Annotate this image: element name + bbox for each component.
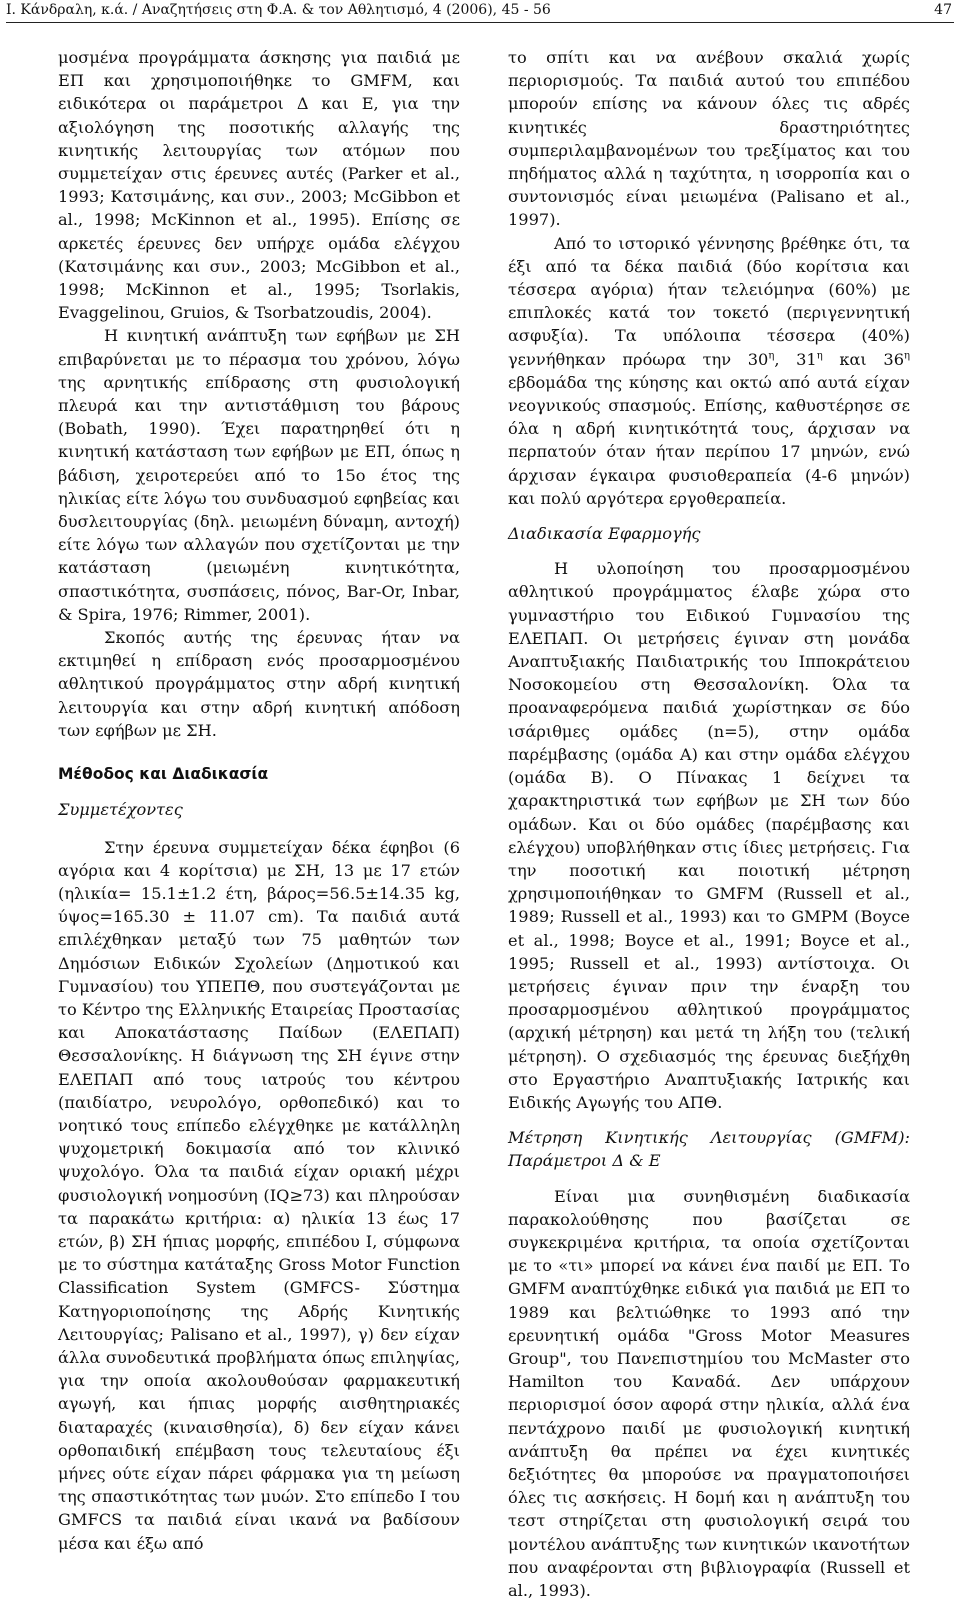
- running-title: Ι. Κάνδραλη, κ.ά. / Αναζητήσεις στη Φ.Α. & τον Αθλητισμό, 4 (2006), 45 - 56: [6, 2, 551, 18]
- paragraph: το σπίτι και να ανέβουν σκαλιά χωρίς περιορισμούς. Τα παιδιά αυτού του επιπέδου μπορούν επίσης να κάνουν όλες τις αδρές κινητικές δραστηριότητες συμπεριλαμβανομένων του τρεξίματος και του πηδήματος αλλά η ταχύτητα, η ισορροπία και ο συντονισμός είναι μειωμένα (Palisano et al., 1997).: [508, 48, 910, 230]
- running-header: [6, 0, 954, 23]
- paragraph: Η υλοποίηση του προσαρμοσμένου αθλητικού προγράμματος έλαβε χώρα στο γυμναστήριο του Ειδικού Γυμνασίου της ΕΛΕΠΑΠ. Οι μετρήσεις έγιναν στη μονάδα Αναπτυξιακής Παιδιατρικής του Ιπποκράτειου Νοσοκομείου στη Θεσσαλονίκη. Όλα τα προαναφερόμενα παιδιά χωρίστηκαν σε δύο ισάριθμες ομάδες (n=5), στην ομάδα παρέμβασης (ομάδα Α) και στην ομάδα ελέγχου (ομάδα Β). Ο Πίνακας 1 δείχνει τα χαρακτηριστικά των εφήβων με ΣΗ των δύο ομάδων. Και οι δύο ομάδες (παρέμβασης και ελέγχου) υποβλήθηκαν στις ίδιες μετρήσεις. Για την ποσοτική και ποιοτική μέτρηση χρησιμοποιήθηκαν το GMFM (Russell et al., 1989; Russell et al., 1993) και το GMPM (Boyce et al., 1998; Boyce et al., 1991; Boyce et al., 1995; Russell et al., 1993) αντίστοιχα. Οι μετρήσεις έγιναν πριν την έναρξη του προσαρμοσμένου αθλητικού προγράμματος (αρχική μέτρηση) και μετά τη λήξη του (τελική μέτρηση). Ο σχεδιασμός της έρευνας διεξήχθη στο Εργαστήριο Αναπτυξιακής Ιατρικής και Ειδικής Αγωγής του ΑΠΘ.: [508, 559, 910, 1112]
- ordinal-superscript: η: [816, 350, 823, 362]
- ordinal-superscript: η: [768, 350, 775, 362]
- paragraph: Η κινητική ανάπτυξη των εφήβων με ΣΗ επιβαρύνεται με το πέρασμα του χρόνου, λόγω της αρνητικής επίδρασης στη φυσιολογική πλευρά και την αντιστάθμιση του βάρους (Bobath, 1990). Έχει παρατηρηθεί ότι η κινητική κατάσταση των εφήβων με ΕΠ, όπως η βάδιση, χειροτερεύει από το 15ο έτος της ηλικίας είτε λόγω του συνδυασμού εφηβείας και δυσλειτουργίας (δηλ. μειωμένη δύναμη, αντοχή) είτε λόγω των αλλαγών που σχετίζονται με την κατάσταση (μειωμένη κινητικότητα, σπαστικότητα, συσπάσεις, πόνος, Bar-Or, Inbar, & Spira, 1976; Rimmer, 2001).: [58, 326, 460, 624]
- subsection-heading-participants: Συμμετέχοντες: [58, 800, 183, 820]
- left-column: [58, 46, 460, 1555]
- paragraph: Σκοπός αυτής της έρευνας ήταν να εκτιμηθεί η επίδραση ενός προσαρμοσμένου αθλητικού προγράμματος στην αδρή κινητική λειτουργία και στην αδρή κινητική απόδοση των εφήβων με ΣΗ.: [58, 628, 460, 740]
- page-number: 47: [934, 2, 952, 18]
- paragraph: μοσμένα προγράμματα άσκησης για παιδιά με ΕΠ και χρησιμοποιήθηκε το GMFM, και ειδικότερα οι παράμετροι Δ και Ε, για την αξιολόγηση της ποσοτικής αλλαγής της κινητικής λειτουργίας των ατόμων που συμμετείχαν στις έρευνες αυτές (Parker et al., 1993; Κατσιμάνης, και συν., 2003; McGibbon et al., 1998; McKinnon et al., 1995). Επίσης σε αρκετές έρευνες δεν υπήρχε ομάδα ελέγχου (Κατσιμάνης και συν., 2003; McGibbon et al., 1998; McKinnon et al., 1995; Tsorlakis, Evaggelinou, Gruios, & Tsorbatzoudis, 2004).: [58, 48, 460, 323]
- subsection-heading-gmfm: Μέτρηση Κινητικής Λειτουργίας (GMFM): Παράμετροι Δ & Ε: [508, 1128, 910, 1171]
- subsection-heading-procedure: Διαδικασία Εφαρμογής: [508, 524, 701, 544]
- ordinal-superscript: η: [904, 350, 910, 362]
- text-span: εβδομάδα της κύησης και οκτώ από αυτά είχαν νεογνικούς σπασμούς. Επίσης, καθυστέρησε σε όλα η αδρή κινητικότητά τους, άρχισαν να περπατούν όταν ήταν περίπου 17 μηνών, ενώ άρχισαν έγκαιρα φυσιοθεραπεία (4-6 μηνών) και πολύ αργότερα εργοθεραπεία.: [508, 372, 910, 508]
- text-span: , 31: [774, 349, 817, 369]
- text-span: και 36: [822, 349, 904, 369]
- paragraph-birth-history: [508, 232, 910, 510]
- section-heading-methods: Μέθοδος και Διαδικασία: [58, 765, 269, 784]
- text-span: Από το ιστορικό γέννησης βρέθηκε ότι, τα έξι από τα δέκα παιδιά (δύο κορίτσια και τέσσερα αγόρια) ήταν τελειόμηνα (60%) με επιπλοκές κατά τον τοκετό (περιγεννητική ασφυξία). Τα υπόλοιπα τέσσερα (40%) γεννήθηκαν πρόωρα την 30: [508, 233, 910, 369]
- right-column: [508, 46, 910, 1602]
- paragraph: Είναι μια συνηθισμένη διαδικασία παρακολούθησης που βασίζεται σε συγκεκριμένα κριτήρια, τα οποία σχετίζονται με το «τι» μπορεί να κάνει ένα παιδί με ΕΠ. Το GMFM αναπτύχθηκε ειδικά για παιδιά με ΕΠ το 1989 και βελτιώθηκε το 1993 από την ερευνητική ομάδα "Gross Motor Measures Group", του Πανεπιστημίου του McMaster στο Hamilton του Καναδά. Δεν υπάρχουν περιορισμοί όσον αφορά στην ηλικία, αλλά ένα πεντάχρονο παιδί με φυσιολογική κινητική ανάπτυξη θα πρέπει να έχει κινητικές δεξιότητες θα μπορούσε να πραγματοποιήσει όλες τις ασκήσεις. Η δομή και η ανάπτυξη του τεστ στηρίζεται στη φυσιολογική σειρά του μοντέλου ανάπτυξης των κινητικών ικανοτήτων που αναφέρονται στη βιβλιογραφία (Russell et al., 1993).: [508, 1186, 910, 1600]
- paragraph: Στην έρευνα συμμετείχαν δέκα έφηβοι (6 αγόρια και 4 κορίτσια) με ΣΗ, 13 με 17 ετών (ηλικία= 15.1±1.2 έτη, βάρος=56.5±14.35 kg, ύψος=165.30 ± 11.07 cm). Τα παιδιά αυτά επιλέχθηκαν μεταξύ των 75 μαθητών των Δημόσιων Ειδικών Σχολείων (Δημοτικού και Γυμνασίου) του ΥΠΕΠΘ, που συστεγάζονται με το Κέντρο της Ελληνικής Εταιρείας Προστασίας και Αποκατάστασης Παίδων (ΕΛΕΠΑΠ) Θεσσαλονίκης. Η διάγνωση της ΣΗ έγινε στην ΕΛΕΠΑΠ από τους ιατρούς του κέντρου (παιδίατρο, νευρολόγο, ορθοπεδικό) και το νοητικό τους επίπεδο ελέγχθηκε με κατάλληλη ψυχομετρική δοκιμασία από τον κλινικό ψυχολόγο. Όλα τα παιδιά είχαν οριακή μέχρι φυσιολογική νοημοσύνη (IQ≥73) και πληρούσαν τα παρακάτω κριτήρια: α) ηλικία 13 έως 17 ετών, β) ΣΗ ήπιας μορφής, επιπέδου Ι, σύμφωνα με το σύστημα κατάταξης Gross Motor Function Classification System (GMFCS- Σύστημα Κατηγοριοποίησης της Αδρής Κινητικής Λειτουργίας; Palisano et al., 1997), γ) δεν είχαν άλλα συνοδευτικά προβλήματα όπως επιληψίας, για την οποία ακολουθούσαν φαρμακευτική αγωγή, και ήπιας μορφής αισθητηριακές διαταραχές (κιναισθησία), δ) δεν είχαν κάνει ορθοπαιδική επέμβαση τους τελευταίους έξι μήνες ούτε είχαν πάρει φάρμακα για τη μείωση της σπαστικότητας των μυών. Στο επίπεδο Ι του GMFCS τα παιδιά είναι ικανά να βαδίσουν μέσα και έξω από: [58, 837, 460, 1553]
